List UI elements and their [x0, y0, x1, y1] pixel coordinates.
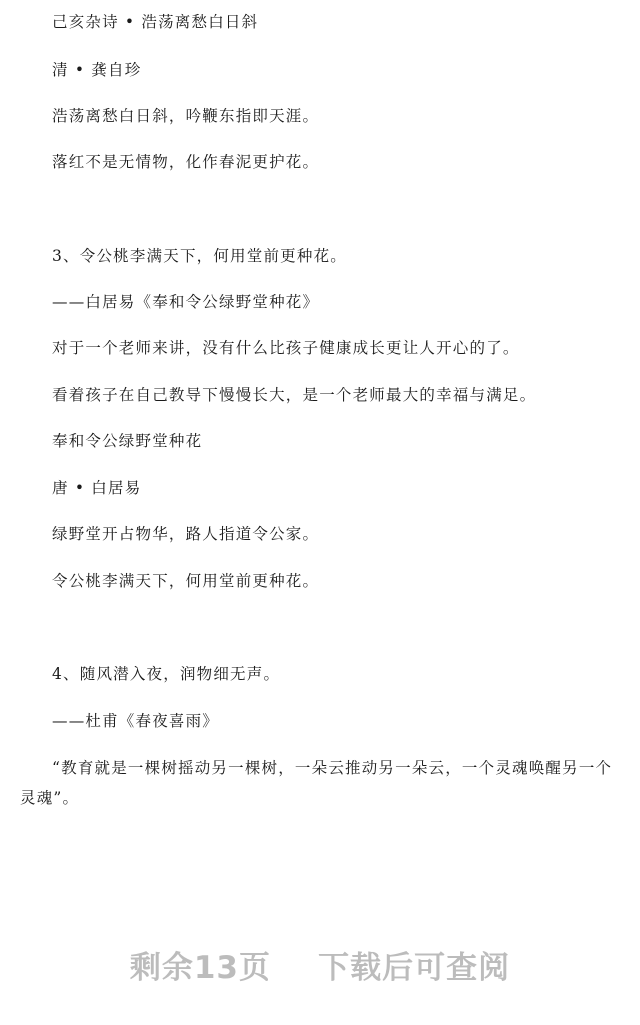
remaining-pages-text: 剩余13页	[129, 950, 271, 986]
poem-line-4: 令公桃李满天下，何用堂前更种花。	[52, 572, 320, 590]
quote-paragraph: “教育就是一棵树摇动另一棵树，一朵云推动另一朵云，一个灵魂唤醒另一个灵魂”。	[20, 759, 613, 807]
section-4-source: ——杜甫《春夜喜雨》	[52, 712, 220, 730]
body-text-2: 看着孩子在自己教导下慢慢长大，是一个老师最大的幸福与满足。	[52, 386, 537, 404]
download-to-view-text: 下载后可查阅	[318, 950, 511, 986]
section-3-source: ——白居易《奉和令公绿野堂种花》	[52, 293, 320, 311]
body-text-1: 对于一个老师来讲，没有什么比孩子健康成长更让人开心的了。	[52, 339, 520, 357]
poem-author-gongzizhen: 清 • 龚自珍	[52, 61, 142, 79]
poem-author-baijuyi: 唐 • 白居易	[52, 479, 142, 497]
poem-line-1: 浩荡离愁白日斜，吟鞭东指即天涯。	[52, 107, 320, 125]
poem-title-jihai: 己亥杂诗 • 浩荡离愁白日斜	[52, 13, 259, 31]
poem-line-2: 落红不是无情物，化作春泥更护花。	[52, 153, 320, 171]
poem-title-fenghe: 奉和令公绿野堂种花	[52, 432, 203, 450]
poem-line-3: 绿野堂开占物华，路人指道令公家。	[52, 525, 320, 543]
section-4-heading: 4、随风潜入夜，润物细无声。	[52, 665, 281, 683]
download-notice	[0, 942, 640, 987]
section-3-heading: 3、令公桃李满天下，何用堂前更种花。	[52, 247, 347, 265]
